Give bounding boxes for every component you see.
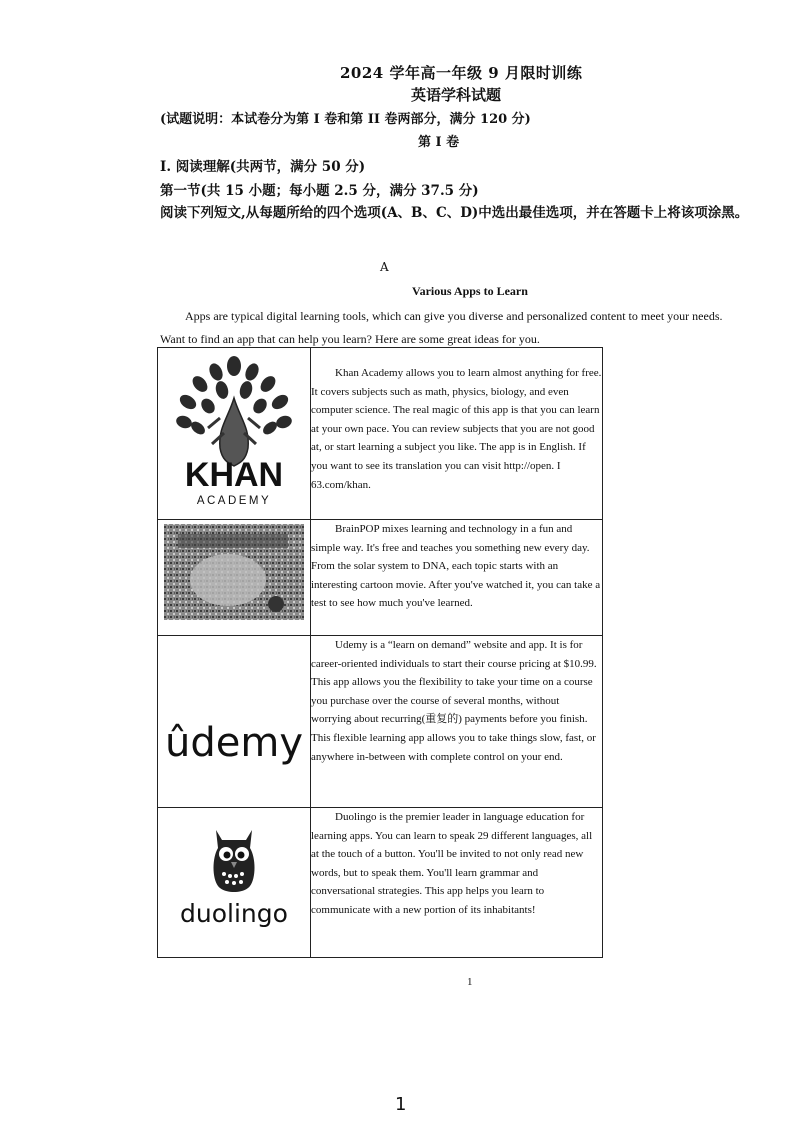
- duolingo-logo-text: duolingo: [180, 899, 288, 928]
- apps-table: [157, 347, 603, 958]
- academy-logo-text: ACADEMY: [196, 495, 272, 507]
- instructions: 阅读下列短文,从每题所给的四个选项(A、B、C、D)中选出最佳选项，并在答题卡上将该项涂黑。: [160, 205, 749, 221]
- owl-icon: [158, 808, 310, 958]
- udemy-logo: [158, 636, 311, 808]
- udemy-logo-svg: [158, 636, 310, 806]
- tree-icon: [158, 348, 310, 518]
- table-row: [158, 636, 603, 808]
- duolingo-description: Duolingo is the premier leader in language education for learning apps. You can learn to speak 29 different languages, all at the touch of a button. You'll be invited to not only read new words, but to speak them. You'll learn grammar and conversational strategies. This app helps you learn to communicate with a new portion of its inhabitants!: [311, 808, 603, 958]
- passage-label: A: [380, 260, 389, 274]
- passage-intro: Apps are typical digital learning tools, which can give you diverse and personalized content to meet your needs. Want to find an app that can help you learn? Here are some great ideas for you.: [160, 309, 723, 346]
- passage-title: Various Apps to Learn: [412, 284, 528, 298]
- table-row: [158, 348, 603, 520]
- brainpop-description: BrainPOP mixes learning and technology in a fun and simple way. It's free and teaches you something new every day. From the solar system to DNA, each topic starts with an interesting cartoon movie. After you've watched it, you can take a test to see how much you've learned.: [311, 520, 603, 636]
- cartoon-image-icon: [158, 520, 310, 634]
- exam-note: (试题说明：本试卷分为第 I 卷和第 II 卷两部分，满分 120 分): [160, 112, 531, 127]
- brainpop-image: [158, 520, 311, 636]
- table-row: [158, 520, 603, 636]
- subsection-heading: 第一节(共 15 小题；每小题 2.5 分，满分 37.5 分): [160, 183, 479, 199]
- duolingo-logo: [158, 808, 311, 958]
- khan-logo-text: KHAN: [184, 456, 284, 494]
- exam-title: 2024 学年高一年级 9 月限时训练: [340, 64, 583, 82]
- udemy-logo-text: ûdemy: [165, 720, 303, 766]
- page-number: 1: [467, 976, 473, 988]
- page-number-footer: 1: [395, 1094, 407, 1115]
- volume-heading: 第 I 卷: [418, 135, 460, 150]
- khan-academy-description: Khan Academy allows you to learn almost anything for free. It covers subjects such as math, physics, biology, and even computer science. The real magic of this app is that you can learn at your own pace. You can review subjects that you are not good at, or start learning a subject you like. The app is in English. If you want to see its translation you can visit http://open. I 63.com/khan.: [311, 348, 603, 520]
- udemy-description: Udemy is a “learn on demand” website and app. It is for career-oriented individuals to start their course pricing at $10.99. This app allows you the flexibility to take your time on a course you purchase over the course of several months, without worrying about recurring(重复的) payments before you finish. This flexible learning app allows you to take things slow, fast, or anywhere in-between with complete control on your end.: [311, 636, 603, 808]
- exam-subject: 英语学科试题: [411, 86, 502, 104]
- section-heading: I. 阅读理解(共两节，满分 50 分): [160, 159, 366, 175]
- khan-academy-logo: [158, 348, 311, 520]
- table-row: [158, 808, 603, 958]
